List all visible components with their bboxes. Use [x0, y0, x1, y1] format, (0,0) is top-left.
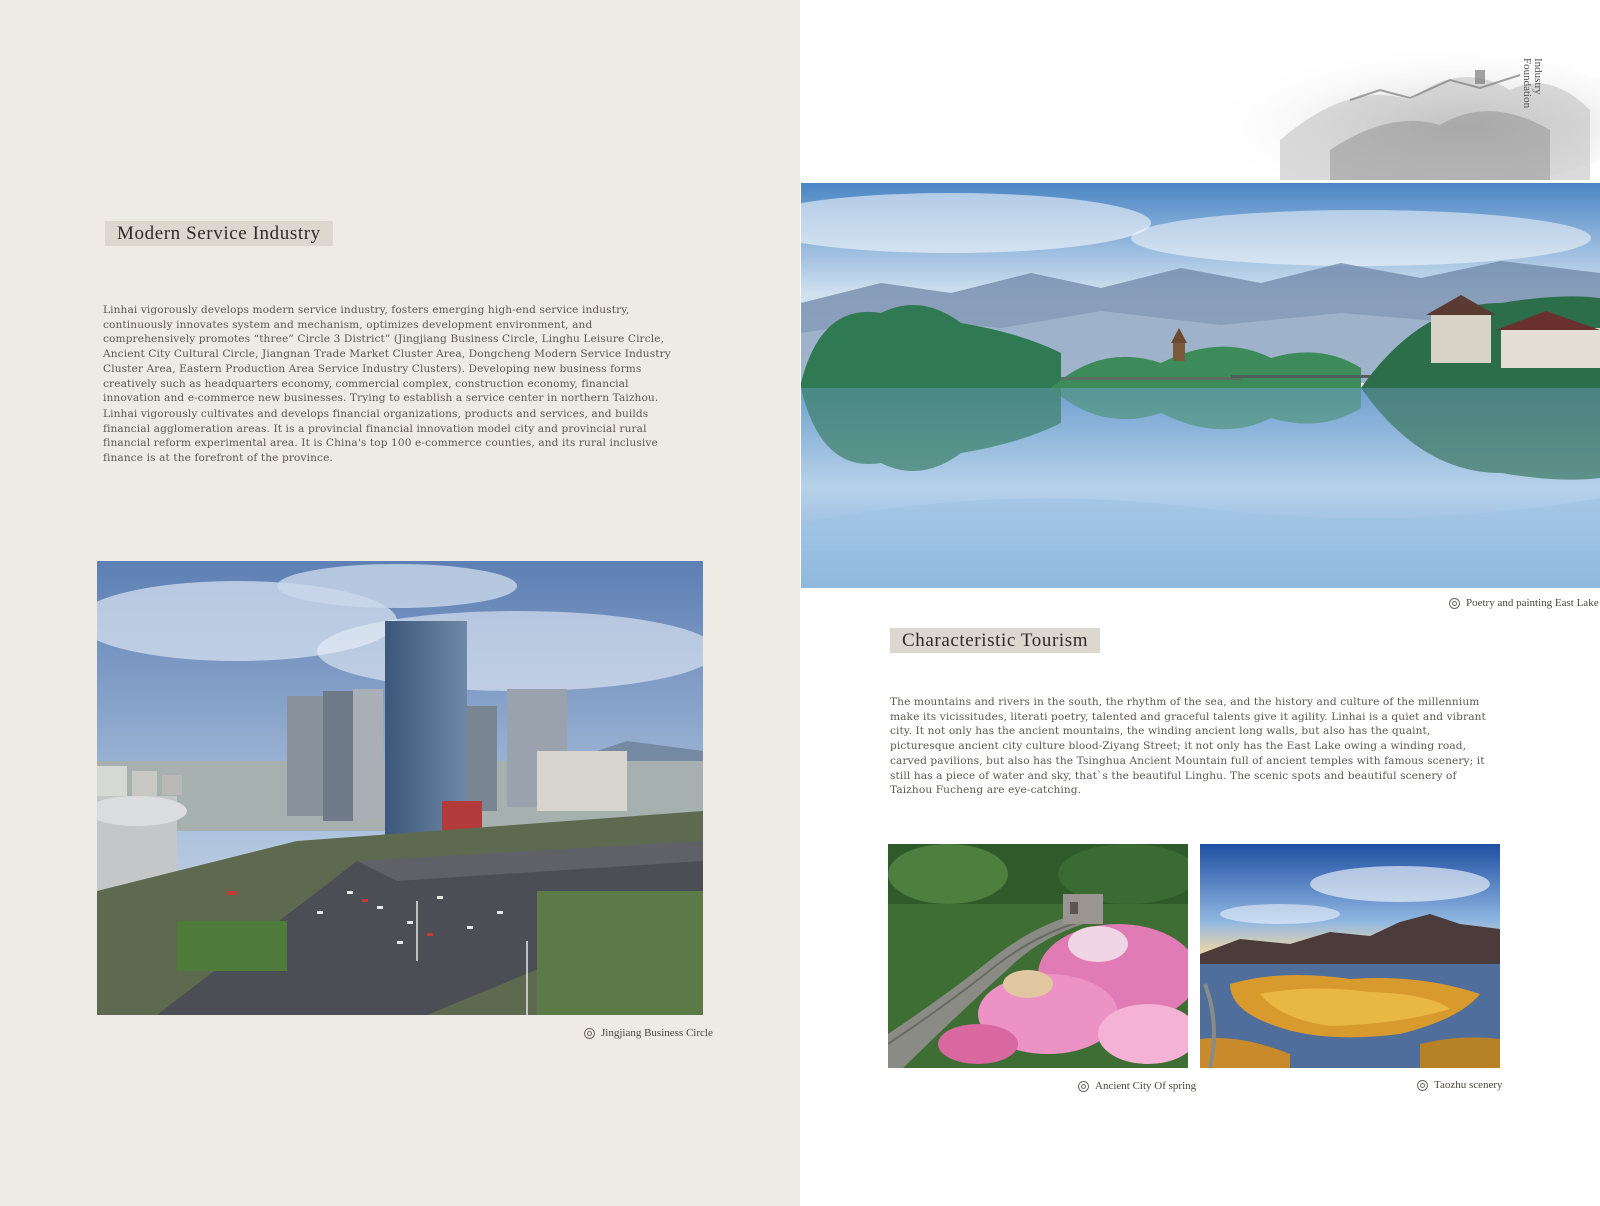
right-page: [800, 0, 1600, 1206]
ancient-city-caption: [1078, 1080, 1196, 1092]
east-lake-photo: [801, 183, 1600, 588]
modern-service-paragraph-1: Linhai vigorously develops modern service industry, fosters emerging high-end service industry, continuously innovates system and mechanism, optimizes development environment, and comprehensively promotes “three” Circle 3 District” (Jingjiang Business Circle, Linghu Leisure Circle, Ancient City Cultural Circle, Jiangnan Trade Market Cluster Area, Dongcheng Modern Service Industry Cluster Area, Eastern Production Area Service Industry Clusters). Developing new business forms creatively such as headquarters economy, commercial complex, construction economy, financial innovation and e-commerce new businesses. Trying to establish a service center in northern Taizhou.: [103, 304, 671, 405]
section-label-line1: Industry: [1532, 58, 1544, 95]
characteristic-tourism-heading: Characteristic Tourism: [890, 628, 1100, 653]
circle-caption-icon: [1078, 1081, 1089, 1092]
modern-service-paragraph-2: Linhai vigorously cultivates and develops financial organizations, products and services, and builds financial agglomeration areas. It is a provincial financial innovation model city and provincial rural financial reform experimental area. It is China's top 100 e-commerce counties, and its rural inclusive finance is at the forefront of the province.: [103, 408, 658, 465]
section-label: [1521, 58, 1543, 108]
taozhu-caption-text: Taozhu scenery: [1434, 1079, 1503, 1091]
taozhu-caption: [1417, 1079, 1503, 1091]
section-label-line2: Foundation: [1521, 58, 1533, 109]
characteristic-tourism-paragraph: The mountains and rivers in the south, the rhythm of the sea, and the history and culture of the millennium make its vicissitudes, literati poetry, talented and graceful talents give it agility. Linhai is a quiet and vibrant city. It not only has the ancient mountains, the winding ancient long walls, but also has the quaint, picturesque ancient city culture blood-Ziyang Street; it not only has the East Lake owing a winding road, carved pavilions, but also has the Tsinghua Ancient Mountain full of ancient temples with famous scenery; it still has a piece of water and sky, that`s the beautiful Linghu. The scenic spots and beautiful scenery of Taizhou Fucheng are eye-catching.: [890, 696, 1486, 797]
circle-caption-icon: [1449, 598, 1460, 609]
modern-service-heading: Modern Service Industry: [105, 221, 333, 246]
ancient-city-caption-text: Ancient City Of spring: [1095, 1080, 1197, 1092]
ancient-city-spring-photo: [888, 844, 1188, 1068]
jingjiang-caption-text: Jingjiang Business Circle: [601, 1027, 713, 1039]
jingjiang-caption: [584, 1027, 713, 1039]
circle-caption-icon: [1417, 1080, 1428, 1091]
circle-caption-icon: [584, 1028, 595, 1039]
jingjiang-business-circle-photo: [97, 561, 703, 1015]
east-lake-caption-text: Poetry and painting East Lake: [1466, 597, 1599, 609]
east-lake-caption: [1449, 597, 1599, 609]
taozhu-scenery-photo: [1200, 844, 1500, 1068]
